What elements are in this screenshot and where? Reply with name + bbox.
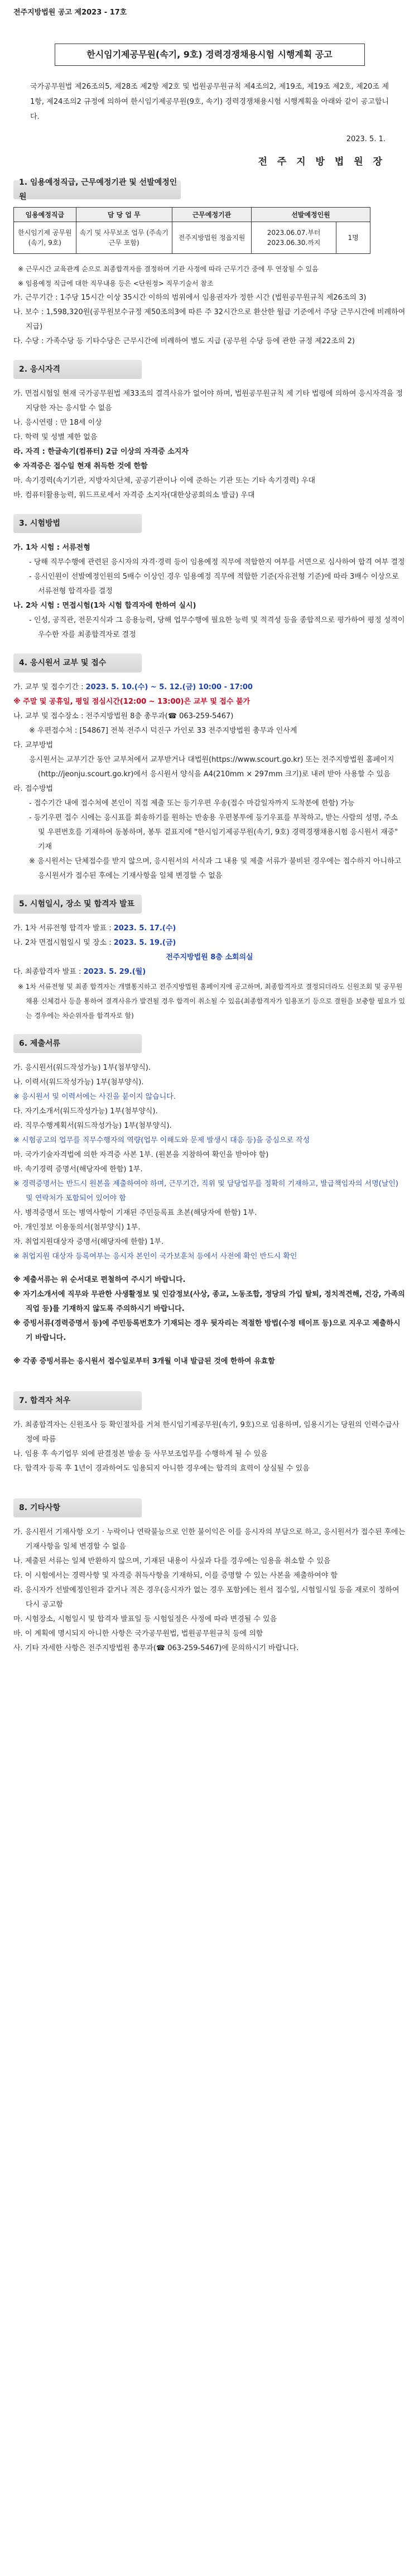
list-item: 나. 제출된 서류는 일체 반환하지 않으며, 기재된 내용이 사실과 다를 경우에는 임용을 취소할 수 있음 — [13, 1557, 331, 1565]
list-item — [13, 936, 406, 950]
list-item: - 등기우편 접수 시에는 응시표를 회송하기를 원하는 반송용 우편봉투에 등기우표를 부착하고, 받는 사람의 성명, 주소 및 우편번호를 기재하여 동봉하며, 봉투 겉표지에 "한시임기제공무원(속기, 9호) 경력경쟁채용시험 응시원서 재중" 기재 — [29, 814, 398, 851]
list-item: 라. 자격 : 한글속기(컴퓨터) 2급 이상의 자격증 소지자 — [13, 448, 189, 456]
list-item: 다. 자기소개서(워드작성가능) 1부(첨부양식). — [13, 1107, 158, 1116]
table-cell: 1명 — [336, 222, 370, 254]
list-item: 바. 이 계획에 명시되지 아니한 사항은 국가공무원법, 법원공무원규칙 등에 의함 — [13, 1630, 263, 1638]
section-heading: 4. 응시원서 교부 및 접수 — [13, 653, 142, 672]
section-heading: 7. 합격자 처우 — [13, 1391, 142, 1410]
list-item: 라. 응시자가 선발예정인원과 같거나 적은 경우(응시자가 없는 경우 포함)에는 원서 접수일, 시험일시일 등을 재로이 정하여 다시 공고함 — [13, 1586, 399, 1609]
list-item — [13, 680, 406, 695]
list-item: 다. 학력 및 성별 제한 없음 — [13, 433, 98, 441]
list-item: 나. 2차 시험 : 면접시험(1차 시험 합격자에 한하여 실시) — [13, 602, 196, 610]
list-item: 나. 이력서(워드작성가능) 1부(첨부양식). — [13, 1078, 144, 1087]
table-cell: 2023.06.07.부터 2023.06.30.까지 — [251, 222, 336, 254]
table-cell: 속기 및 사무보조 업무 (주속기 근무 포함) — [76, 222, 172, 254]
list-item: 가. 근무기간 : 1주당 15시간 이상 35시간 이하의 범위에서 임용권자가 정한 시간 (법원공무원규칙 제26조의 3) — [13, 294, 367, 302]
section-list — [13, 1418, 406, 1476]
list-item: 가. 면접시험일 현재 국가공무원법 제33조의 결격사유가 없어야 하며, 법원공무원규칙 제 기타 법령에 의하여 응시자격을 정지당한 자는 응시할 수 없음 — [13, 390, 403, 412]
table-header: 담 당 업 무 — [76, 208, 172, 222]
list-item: 가. 응시원서 기재사항 오기 · 누락이나 연락불능으로 인한 불이익은 이를 응시자의 부담으로 하고, 응시원서가 접수된 후에는 기재사항을 일체 변경할 수 없음 — [13, 1528, 406, 1551]
section-heading: 6. 제출서류 — [13, 1034, 142, 1053]
note-item: ※ 1차 서류전형 및 최종 합격자는 개별통지하고 전주지방법원 홈페이지에 공고하며, 최종합격자로 결정되더라도 신원조회 및 공무원 채용 신체검사 등을 통하여 결격사유가 발견될 경우 합격이 취소될 수 있음(최종합격자가 임용포기 등으로 결원을 보충할 필요가 있는 경우에는 차순위자를 합격자로 함) — [18, 983, 406, 1020]
issuing-agency: 전 주 지 방 법 원 장 — [258, 156, 386, 167]
list-item: ※ 증빙서류(경력증명서 등)에 주민등록번호가 기재되는 경우 뒷자리는 적절한 방법(수정 테이프 등)으로 지우고 제출하시기 바랍니다. — [13, 1319, 401, 1342]
period-value: 2023. 5. 10.(수) ~ 5. 12.(금) 10:00 - 17:00 — [85, 683, 253, 691]
table-row — [14, 222, 370, 254]
list-item: ※ 취업지원 대상자 등록여부는 응시자 본인이 국가보훈처 등에서 사전에 확인 반드시 확인 — [13, 1252, 297, 1261]
list-item: ※ 우편접수처 : [54867] 전북 전주시 덕진구 가인로 33 전주지방법원 총무과 인사계 — [29, 727, 297, 735]
section-heading: 8. 기타사항 — [13, 1498, 142, 1517]
list-item: ※ 자기소개서에 직무와 무관한 사생활정보 및 인감정보(사상, 종교, 노동조합, 정당의 가입 탈퇴, 정치적견해, 건강, 가족의 직업 등)를 기재하지 않도록 주의하시기 바랍니다. — [13, 1290, 405, 1313]
list-item: ※ 각종 증빙서류는 응시원서 접수일로부터 3개월 이내 발급된 것에 한하여 유효함 — [13, 1357, 275, 1366]
section-list — [13, 541, 406, 642]
section-heading: 3. 시험방법 — [13, 514, 142, 533]
list-item: 바. 속기경력 증명서(해당자에 한함) 1부. — [13, 1165, 143, 1174]
list-item: ※ 응시원서는 단체접수를 받지 않으며, 응시원서의 서식과 그 내용 및 제출 서류가 불비된 경우에는 접수하지 아니하고 응시원서가 접수된 후에는 기재사항을 일체 변경할 수 없음 — [29, 857, 402, 880]
page-title: 한시임기제공무원(속기, 9호) 경력경쟁채용시험 시행계획 공고 — [55, 44, 365, 66]
section-list — [13, 1061, 406, 1369]
list-item: 사. 병적증명서 또는 병역사항이 기재된 주민등록표 초본(해당자에 한함) 1부. — [13, 1209, 257, 1217]
list-item: - 응시인원이 선발예정인원의 5배수 이상인 경우 임용예정 직무에 적합한 기준(자유전형 기준)에 따라 3배수 이상으로 서류전형 합격자를 결정 — [29, 573, 399, 595]
table-cell: 한시임기제 공무원 (속기, 9호) — [14, 222, 76, 254]
list-item: 바. 컴퓨터활용능력, 워드프로세서 자격증 소지자(대한상공회의소 발급) 우대 — [13, 491, 255, 499]
section-heading: 5. 시험일시, 장소 및 합격자 발표 — [13, 895, 142, 914]
list-item: ※ 제출서류는 위 순서대로 편철하여 주시기 바랍니다. — [13, 1276, 186, 1284]
intro-paragraph: 국가공무원법 제26조의5, 제28조 제2항 제2호 및 법원공무원규칙 제4조의2, 제19조, 제19조 제2호, 제20조 제1항, 제24조의2 규정에 의하여 한시임기제공무원(9호, 속기) 경력경쟁채용시험 시행계획을 아래와 같이 공고합니다. — [30, 83, 389, 121]
list-item: 가. 응시원서(워드작성가능) 1부(첨부양식). — [13, 1064, 151, 1072]
list-item: 나. 보수 : 1,598,320원(공무원보수규정 제50조의3에 따른 주 32시간으로 환산한 월급 기준에서 주당 근무시간에 비례하여 지급) — [13, 308, 406, 331]
list-item: 라. 직무수행계획서(워드작성가능) 1부(첨부양식). — [13, 1122, 172, 1130]
list-item: 다. 수당 : 가족수당 등 기타수당은 근무시간에 비례하여 별도 지급 (공무원 수당 등에 관한 규정 제22조의 2) — [13, 337, 355, 345]
table-header: 근무예정기관 — [172, 208, 251, 222]
list-item: 가. 최종합격자는 신원조사 등 확인절차를 거쳐 한시임기제공무원(속기, 9호)으로 임용하며, 임용시기는 당원의 인력수급사정에 따름 — [13, 1421, 399, 1444]
section-list — [13, 1525, 406, 1656]
list-item: ※ 주말 및 공휴일, 평일 점심시간(12:00 ~ 13:00)은 교부 및 접수 불가 — [13, 698, 251, 706]
list-item: 마. 국가기술자격법에 의한 자격증 사본 1부. (원본을 지참하여 확인을 받아야 함) — [13, 1151, 269, 1159]
list-item: - 당해 직무수행에 관련된 응시자의 자격·경력 등이 임용예정 직무에 적합한지 여부를 서면으로 심사하여 합격 여부 결정 — [29, 558, 405, 566]
list-item: 사. 기타 자세한 사항은 전주지방법원 총무과(☎ 063-259-5467)에 문의하시기 바랍니다. — [13, 1644, 299, 1652]
list-item — [13, 965, 406, 979]
section-heading: 1. 임용예정직급, 근무예정기관 및 선발예정인원 — [13, 180, 181, 199]
list-item: 라. 접수방법 — [13, 785, 54, 793]
table-header: 선발예정인원 — [251, 208, 370, 222]
list-item: - 인성, 공직관, 전문지식과 그 응용능력, 당해 업무수행에 필요한 능력 및 적격성 등을 종합적으로 평가하여 평정 성적이 우수한 자를 최종합격자로 결정 — [29, 616, 405, 639]
list-item: 응시원서는 교부기간 동안 교부처에서 교부받거나 대법원(https://www.scourt.go.kr) 또는 전주지방법원 홈페이지(http://jeonju.scourt.go.kr)에서 응시원서 양식을 A4(210mm × 297mm 크기)로 내려 받아 사용할 수 있음 — [29, 756, 394, 778]
recruitment-table — [13, 207, 370, 254]
list-item: ※ 경력증명서는 반드시 원본을 제출하여야 하며, 근무기간, 직위 및 담당업무를 정확히 기재하고, 발급책임자의 서명(날인) 및 연락처가 포함되어 있어야 함 — [13, 1180, 398, 1203]
date-value: 2023. 5. 19.(금) — [113, 939, 176, 947]
item-label: 나. 2차 면접시험일시 및 장소 : — [13, 939, 114, 947]
table-header: 임용예정직급 — [14, 208, 76, 222]
section-notes — [13, 262, 406, 349]
section-list — [13, 387, 406, 503]
list-item: 나. 교부 및 접수장소 : 전주지방법원 8층 총무과(☎ 063-259-5467) — [13, 712, 234, 720]
item-label: 다. 최종합격자 발표 : — [13, 968, 84, 976]
list-item: 마. 속기경력(속기기관, 지방자치단체, 공공기관이나 이에 준하는 기관 또는 기타 속기경력) 우대 — [13, 477, 316, 485]
list-item: 자. 취업지원대상자 증명서(해당자에 한함) 1부. — [13, 1238, 164, 1246]
date-value: 2023. 5. 29.(월) — [83, 968, 146, 976]
table-cell: 전주지방법원 정읍지원 — [172, 222, 251, 254]
list-item: 나. 임용 후 속기업무 외에 판결정본 발송 등 사무보조업무를 수행하게 될 수 있음 — [13, 1450, 268, 1458]
note-item: ※ 근무시간 교육관계 순으로 최종합격자를 결정하며 기관 사정에 따라 근무기간 중에 투 연장될 수 있음 — [18, 265, 319, 273]
list-item: 다. 이 시험에서는 경력사항 및 자격증 취득사항을 기재하되, 이를 증명할 수 있는 사본을 제출하여야 함 — [13, 1571, 338, 1580]
item-label: 가. 1차 서류전형 합격자 발표 : — [13, 924, 114, 933]
list-item: - 접수기간 내에 접수처에 본인이 직접 제출 또는 등기우편 우송(접수 마감일자까지 도착분에 한함) 가능 — [29, 799, 355, 808]
list-item: 마. 시험장소, 시험일시 및 합격자 발표일 등 시험일정은 사정에 따라 변경될 수 있음 — [13, 1615, 277, 1623]
list-item: 다. 합격자 등록 후 1년이 경과하여도 임용되지 아니한 경우에는 합격의 효력이 상실될 수 있음 — [13, 1464, 310, 1473]
list-item: 다. 교부방법 — [13, 741, 54, 749]
list-item: ※ 자격증은 접수일 현재 취득한 것에 한함 — [13, 462, 148, 470]
list-item: ※ 응시원서 및 이력서에는 사진을 붙이지 않습니다. — [13, 1093, 176, 1101]
list-item: 나. 응시연령 : 만 18세 이상 — [13, 419, 102, 427]
list-item: 가. 1차 시험 : 서류전형 — [13, 544, 90, 552]
note-item: ※ 임용예정 직급에 대한 직무내용 등은 <단원정> 직무기술서 참조 — [18, 280, 214, 287]
list-item: 아. 개인정보 이용동의서(첨부양식) 1부. — [13, 1223, 141, 1232]
venue-value: 전주지방법원 8층 소회의실 — [166, 953, 253, 962]
announcement-date: 2023. 5. 1. — [346, 135, 386, 143]
document-number: 전주지방법원 공고 제2023 - 17호 — [13, 8, 127, 17]
section-list — [13, 921, 406, 1023]
section-list — [13, 680, 406, 883]
date-value: 2023. 5. 17.(수) — [113, 924, 176, 933]
list-item — [13, 921, 406, 936]
item-label: 가. 교부 및 접수기간 : — [13, 683, 86, 691]
list-item: ※ 시험공고의 업무를 직무수행자의 역량(업무 이해도와 문제 발생시 대응 등)을 중심으로 작성 — [13, 1136, 310, 1145]
section-heading: 2. 응시자격 — [13, 360, 142, 379]
